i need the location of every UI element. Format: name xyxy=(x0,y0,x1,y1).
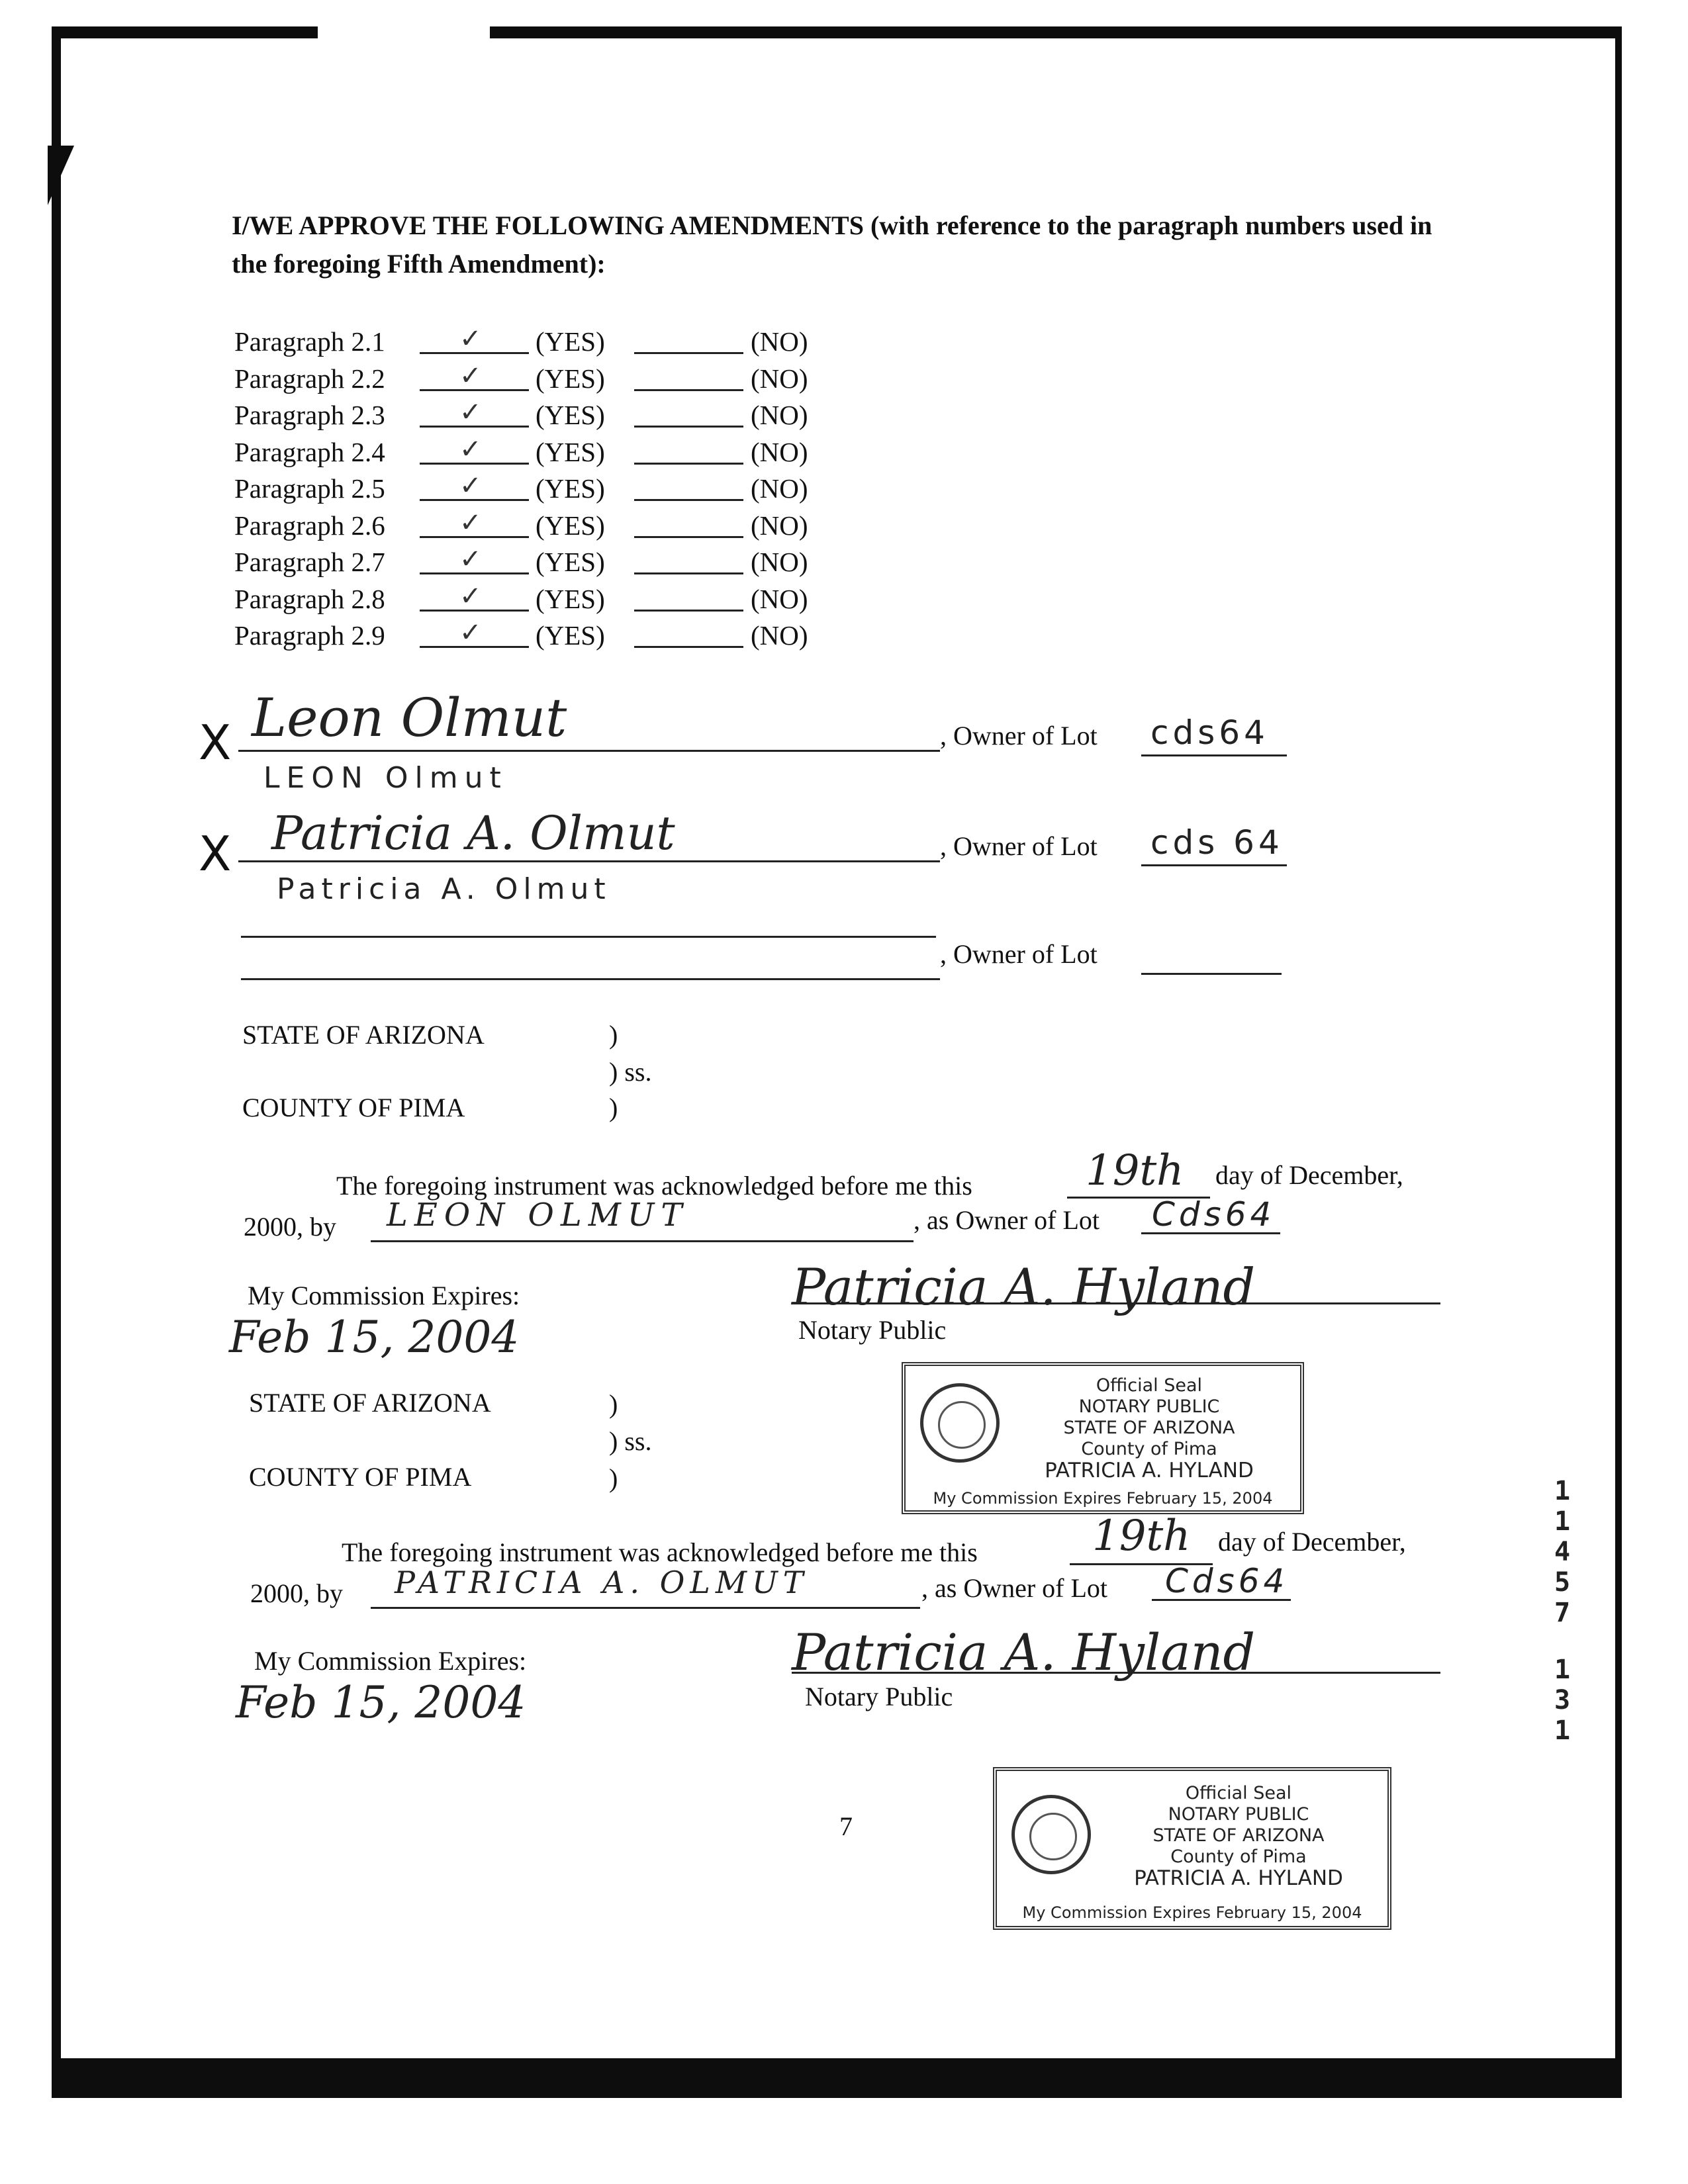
notary-public-label: Notary Public xyxy=(798,1315,947,1345)
stamp-digit: 4 xyxy=(1554,1537,1571,1567)
acknowledgment-text: The foregoing instrument was acknowledged before me this xyxy=(342,1537,978,1567)
margin-stamp xyxy=(1549,1476,1575,1746)
seal-line: NOTARY PUBLIC xyxy=(1168,1804,1309,1825)
x-mark: X xyxy=(199,826,232,882)
county-label: COUNTY OF PIMA xyxy=(242,1093,465,1122)
owner-of-lot-label: , Owner of Lot xyxy=(940,831,1098,861)
no-line xyxy=(634,610,743,612)
signature-line xyxy=(792,1672,1440,1674)
no-label: (NO) xyxy=(751,547,808,577)
no-line xyxy=(634,536,743,538)
no-label: (NO) xyxy=(751,400,808,430)
no-line xyxy=(634,572,743,574)
state-label: STATE OF ARIZONA xyxy=(249,1388,491,1418)
stamp-digit: 1 xyxy=(1554,1655,1571,1685)
lot-line xyxy=(1141,973,1282,975)
owner-of-lot-label: , Owner of Lot xyxy=(940,939,1098,969)
no-label: (NO) xyxy=(751,473,808,504)
year-by-label: 2000, by xyxy=(244,1212,336,1242)
commission-date: Feb 15, 2004 xyxy=(236,1677,526,1728)
notary-signature: Patricia A. Hyland xyxy=(792,1623,1256,1682)
seal-line: STATE OF ARIZONA xyxy=(1063,1418,1235,1438)
signature-line xyxy=(241,936,936,938)
lot-line xyxy=(1141,864,1287,866)
no-label: (NO) xyxy=(751,363,808,394)
ack-day: 19th xyxy=(1092,1512,1191,1561)
yes-label: (YES) xyxy=(536,620,605,651)
seal-line: NOTARY PUBLIC xyxy=(1078,1396,1220,1417)
signature-line xyxy=(792,1302,1440,1304)
signature-line xyxy=(241,978,940,980)
paragraph-label: Paragraph 2.8 xyxy=(234,583,385,614)
yes-label: (YES) xyxy=(536,326,605,357)
checkmark-icon: ✓ xyxy=(459,580,482,612)
yes-label: (YES) xyxy=(536,436,605,467)
as-owner-label: , as Owner of Lot xyxy=(914,1205,1100,1235)
no-line xyxy=(634,646,743,648)
bracket: ) xyxy=(609,1389,618,1419)
owner-of-lot-label: , Owner of Lot xyxy=(940,721,1098,751)
acknowledged-lot: Cds64 xyxy=(1152,1195,1276,1234)
amendments-heading: I/WE APPROVE THE FOLLOWING AMENDMENTS (with reference to the paragraph numbers used in the foregoing Fifth Amendment): xyxy=(232,210,1432,279)
checkmark-icon: ✓ xyxy=(459,617,482,648)
yes-label: (YES) xyxy=(536,547,605,577)
notary-seal xyxy=(993,1767,1391,1930)
stamp-digit: 1 xyxy=(1554,1506,1571,1537)
checkmark-icon: ✓ xyxy=(459,397,482,428)
seal-line: Official Seal xyxy=(1185,1783,1292,1803)
seal-line: County of Pima xyxy=(1170,1846,1307,1867)
checkmark-icon: ✓ xyxy=(459,471,482,501)
ss-label: ) ss. xyxy=(609,1057,652,1087)
acknowledged-lot: Cds64 xyxy=(1165,1562,1289,1600)
bracket: ) xyxy=(609,1020,618,1050)
scan-edge-top xyxy=(52,26,1622,38)
signature-line xyxy=(238,750,940,752)
paragraph-label: Paragraph 2.9 xyxy=(234,620,385,651)
state-seal-icon xyxy=(1011,1795,1091,1874)
no-label: (NO) xyxy=(751,620,808,651)
no-label: (NO) xyxy=(751,583,808,614)
ack-month: day of December, xyxy=(1218,1527,1406,1557)
year-by-label: 2000, by xyxy=(250,1578,343,1608)
ack-month: day of December, xyxy=(1215,1160,1403,1190)
acknowledged-name: LEON OLMUT xyxy=(387,1197,689,1234)
x-mark: X xyxy=(199,715,232,770)
checkmark-icon: ✓ xyxy=(459,544,482,574)
acknowledgment-text: The foregoing instrument was acknowledged before me this xyxy=(336,1171,972,1201)
notary-signature: Patricia A. Hyland xyxy=(792,1257,1256,1316)
commission-label: My Commission Expires: xyxy=(248,1281,520,1310)
as-owner-label: , as Owner of Lot xyxy=(921,1573,1108,1603)
no-label: (NO) xyxy=(751,326,808,357)
name-line xyxy=(371,1240,914,1242)
bracket: ) xyxy=(609,1463,618,1493)
paragraph-label: Paragraph 2.5 xyxy=(234,473,385,504)
state-label: STATE OF ARIZONA xyxy=(242,1020,485,1050)
seal-line: PATRICIA A. HYLAND xyxy=(1134,1866,1343,1890)
scan-edge-gap xyxy=(318,26,490,38)
owner-lot-value: cds64 xyxy=(1150,713,1269,752)
checkmark-icon: ✓ xyxy=(459,507,482,538)
yes-label: (YES) xyxy=(536,363,605,394)
name-line xyxy=(371,1607,920,1609)
seal-line: My Commission Expires February 15, 2004 xyxy=(1022,1903,1362,1922)
stamp-digit: 3 xyxy=(1554,1685,1571,1715)
signature-line xyxy=(238,860,940,862)
stamp-digit: 1 xyxy=(1554,1476,1571,1506)
scan-edge-left xyxy=(52,38,61,2097)
stamp-digit: 7 xyxy=(1554,1598,1571,1628)
no-line xyxy=(634,426,743,428)
no-label: (NO) xyxy=(751,436,808,467)
ss-label: ) ss. xyxy=(609,1426,652,1456)
no-label: (NO) xyxy=(751,510,808,541)
checkmark-icon: ✓ xyxy=(459,360,482,391)
scan-edge-right xyxy=(1615,26,1622,2098)
paragraph-label: Paragraph 2.2 xyxy=(234,363,385,394)
paragraph-label: Paragraph 2.3 xyxy=(234,400,385,430)
owner-signature: Patricia A. Olmut xyxy=(271,806,675,860)
paragraph-label: Paragraph 2.4 xyxy=(234,436,385,467)
scan-edge-bottom xyxy=(52,2058,1622,2098)
seal-line: My Commission Expires February 15, 2004 xyxy=(933,1489,1273,1508)
checkmark-icon: ✓ xyxy=(459,324,482,354)
yes-label: (YES) xyxy=(536,473,605,504)
paragraph-label: Paragraph 2.7 xyxy=(234,547,385,577)
owner-printed-name: LEON Olmut xyxy=(263,761,508,795)
owner-lot-value: cds 64 xyxy=(1150,823,1284,862)
scan-edge-notch xyxy=(48,146,74,205)
stamp-digit: 1 xyxy=(1554,1715,1571,1746)
no-line xyxy=(634,352,743,354)
ack-day: 19th xyxy=(1086,1146,1184,1195)
yes-label: (YES) xyxy=(536,583,605,614)
paragraph-label: Paragraph 2.1 xyxy=(234,326,385,357)
lot-line xyxy=(1152,1599,1291,1601)
seal-line: PATRICIA A. HYLAND xyxy=(1045,1459,1254,1482)
no-line xyxy=(634,463,743,465)
page-number: 7 xyxy=(839,1811,853,1841)
notary-public-label: Notary Public xyxy=(805,1682,953,1711)
acknowledged-name: PATRICIA A. OLMUT xyxy=(395,1565,809,1600)
bracket: ) xyxy=(609,1093,618,1122)
state-seal-icon xyxy=(920,1383,1000,1463)
paragraph-label: Paragraph 2.6 xyxy=(234,510,385,541)
yes-label: (YES) xyxy=(536,400,605,430)
stamp-digit: 5 xyxy=(1554,1567,1571,1598)
owner-printed-name: Patricia A. Olmut xyxy=(277,872,611,906)
owner-signature: Leon Olmut xyxy=(252,687,567,749)
seal-line: STATE OF ARIZONA xyxy=(1152,1825,1325,1846)
lot-line xyxy=(1141,754,1287,756)
no-line xyxy=(634,499,743,501)
commission-label: My Commission Expires: xyxy=(254,1646,527,1676)
seal-line: County of Pima xyxy=(1081,1439,1217,1459)
yes-label: (YES) xyxy=(536,510,605,541)
checkmark-icon: ✓ xyxy=(459,433,482,465)
county-label: COUNTY OF PIMA xyxy=(249,1462,472,1492)
lot-line xyxy=(1141,1232,1280,1234)
seal-line: Official Seal xyxy=(1096,1375,1203,1396)
commission-date: Feb 15, 2004 xyxy=(229,1312,520,1363)
no-line xyxy=(634,389,743,391)
notary-seal xyxy=(902,1362,1304,1514)
